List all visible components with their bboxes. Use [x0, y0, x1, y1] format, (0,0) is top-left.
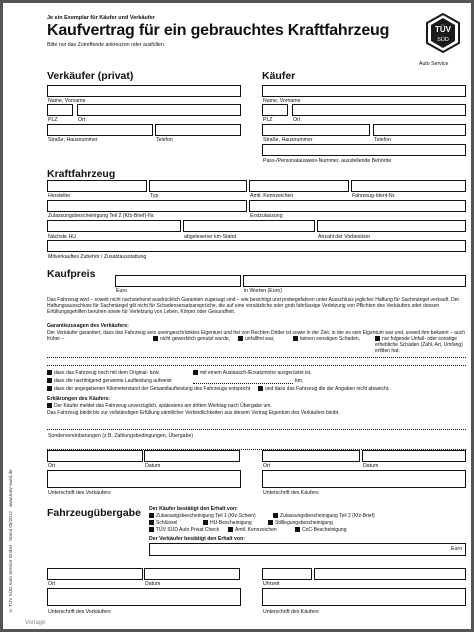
- equipment-field[interactable]: [47, 240, 466, 252]
- handover-item-3-row: [149, 520, 177, 526]
- plate-field[interactable]: [249, 180, 349, 192]
- seller-street-field[interactable]: [47, 124, 153, 136]
- buyer-decl-line2: Das Fahrzeug bleibt bis zur vollständigen Erfüllung sämtlicher Verbindlichkeiten aus diesem Vertrag Eigentum des Verkäufers bleibt.: [47, 410, 340, 416]
- seller-name-label: Name, Vorname: [48, 98, 86, 104]
- side-copyright: © TÜV SÜD Auto Service GmbH · Stand 05/2012 · www.tuev-sued.de: [8, 469, 13, 613]
- ho-seller-sig-label: Unterschrift des Verkäufers: [48, 609, 111, 615]
- buyer-name-field[interactable]: [262, 85, 466, 97]
- opt4-checkbox[interactable]: [375, 336, 380, 341]
- handover-heading: Fahrzeugübergabe: [47, 507, 141, 519]
- km-line[interactable]: [193, 383, 293, 384]
- buyer-ort-field[interactable]: [292, 104, 466, 116]
- handover-item-2-checkbox[interactable]: [273, 513, 278, 518]
- total2-label: und dass das Fahrzeug die der Angaben nicht abweicht.: [265, 386, 390, 392]
- km-row: [47, 378, 172, 384]
- seller-phone-label: Telefon: [156, 137, 173, 143]
- tuev-logo: [424, 13, 462, 57]
- handover-item-4: HU-Bescheinigung: [210, 520, 252, 526]
- buyer-plz-field[interactable]: [262, 104, 288, 116]
- buyer-sign-ort-field[interactable]: [262, 450, 360, 462]
- seller-sign-ort-field[interactable]: [47, 450, 143, 462]
- buyer-phone-field[interactable]: [373, 124, 466, 136]
- equipment-label: Mitverkauftes Zubehör / Zusatzausstattung: [48, 254, 147, 260]
- seller-plz-field[interactable]: [47, 104, 73, 116]
- opt3-label: keinen sonstigen Schaden,: [300, 336, 361, 342]
- seller-received-label: Der Verkäufer bestätigt den Erhalt von:: [149, 536, 245, 542]
- ho-seller-ort-field[interactable]: [47, 568, 143, 580]
- handover-amount-field[interactable]: [149, 543, 466, 556]
- handover-item-2-row: [273, 513, 375, 519]
- type-label: Typ: [150, 193, 159, 199]
- orig2-checkbox[interactable]: [193, 370, 198, 375]
- opt2-checkbox[interactable]: [238, 336, 243, 341]
- buyer-street-label: Straße, Hausnummer: [263, 137, 313, 143]
- handover-item-8-checkbox[interactable]: [295, 527, 300, 532]
- buyer-decl-label: Der Käufer meldet das Fahrzeug unverzüglich, spätestens am dritten Werktag nach Übergabe um.: [54, 403, 272, 409]
- vehicle-heading: Kraftfahrzeug: [47, 168, 116, 180]
- price-field[interactable]: [115, 275, 241, 287]
- buyer-decl-heading: Erklärungen des Käufers:: [47, 396, 111, 402]
- odometer-label: abgelesener km-Stand: [184, 234, 237, 240]
- manufacturer-field[interactable]: [47, 180, 147, 192]
- vin-label: Fahrzeug-Ident-Nr.: [352, 193, 396, 199]
- buyer-sign-date-field[interactable]: [362, 450, 466, 462]
- orig2-label: mit einem Austausch-/Ersatzmotor ausgerüstet ist,: [200, 370, 312, 376]
- special-line-1[interactable]: [47, 429, 466, 430]
- opt4-label: nur folgende Unfall- oder sonstige erhebliche Schäden (Zahl, Art, Umfang) erlitten hat:: [375, 336, 463, 354]
- page-title: Kaufvertrag für ein gebrauchtes Kraftfahrzeug: [47, 22, 390, 39]
- plate-label: Amtl. Kennzeichen: [250, 193, 294, 199]
- price-heading: Kaufpreis: [47, 268, 96, 280]
- copies-note: Je ein Exemplar für Käufer und Verkäufer: [47, 15, 155, 21]
- handover-received-label: Der Käufer bestätigt den Erhalt von:: [149, 506, 238, 512]
- buyer-street-field[interactable]: [262, 124, 370, 136]
- instruction-text: Bitte nur das Zutreffende ankreuzen oder ausfüllen.: [47, 42, 166, 48]
- seller-ort-field[interactable]: [77, 104, 241, 116]
- buyer-decl-row: [47, 403, 272, 409]
- ho-buyer-signature-field[interactable]: [262, 588, 466, 606]
- seller-plz-label: PLZ: [48, 117, 58, 123]
- seller-sign-ort-label: Ort: [48, 463, 56, 469]
- handover-item-6: TÜV SÜD Auto Privat Check: [156, 527, 220, 533]
- ho-ort-label: Ort: [48, 581, 56, 587]
- handover-item-3-checkbox[interactable]: [149, 520, 154, 525]
- buyer-plz-label: PLZ: [263, 117, 273, 123]
- handover-item-6-row: [149, 527, 219, 533]
- opt1-checkbox[interactable]: [153, 336, 158, 341]
- handover-item-7: Amtl. Kennzeichen: [235, 527, 277, 533]
- seller-phone-field[interactable]: [155, 124, 241, 136]
- guarantee-heading: Garantiezusagen des Verkäufers:: [47, 323, 129, 329]
- buyer-sign-date-label: Datum: [363, 463, 379, 469]
- damage-line-2[interactable]: [47, 365, 466, 366]
- guarantee-opt4-row: [375, 336, 465, 354]
- seller-sign-date-label: Datum: [145, 463, 161, 469]
- damage-line-1[interactable]: [47, 357, 466, 358]
- odometer-field[interactable]: [183, 220, 315, 232]
- ho-seller-signature-field[interactable]: [47, 588, 241, 606]
- handover-item-7-checkbox[interactable]: [228, 527, 233, 532]
- opt2-label: unfallfrei war,: [245, 336, 275, 342]
- special-label: Sondervereinbarungen (z.B. Zahlungsbedingungen, Übergabe): [48, 433, 194, 439]
- prev-owners-label: Anzahl der Vorbesitzer: [318, 234, 371, 240]
- handover-item-5-row: [268, 520, 333, 526]
- buyer-id-label: Pass-/Personalausweis-Nummer, ausstellende Behörde: [263, 158, 392, 164]
- guarantee-opt2-row: [238, 336, 274, 342]
- buyer-signature-field[interactable]: [262, 470, 466, 488]
- handover-item-8: CoC-Bescheinigung: [302, 527, 347, 533]
- hu-field[interactable]: [47, 220, 181, 232]
- ho-buyer-time-field[interactable]: [262, 568, 312, 580]
- handover-item-2: Zulassungsbescheinigung Teil 2 (Kfz-Brief): [280, 513, 375, 519]
- handover-item-8-row: [295, 527, 346, 533]
- manufacturer-label: Hersteller: [48, 193, 71, 199]
- registration-field[interactable]: [47, 200, 247, 212]
- ho-seller-date-field[interactable]: [144, 568, 240, 580]
- handover-euro-label: Euro: [451, 546, 462, 552]
- ho-buyer-sig-label: Unterschrift des Käufers: [263, 609, 319, 615]
- buyer-name-label: Name, Vorname: [263, 98, 301, 104]
- buyer-id-field[interactable]: [262, 144, 466, 156]
- orig-row: [47, 370, 160, 376]
- seller-heading: Verkäufer (privat): [47, 70, 134, 82]
- handover-item-1-row: [149, 513, 256, 519]
- first-reg-label: Erstzulassung: [250, 213, 283, 219]
- orig-checkbox[interactable]: [47, 370, 52, 375]
- disclaimer-text: Das Fahrzeug wird – soweit nicht nachstehend ausdrücklich Garantien zugesagt sind – wie besichtigt und probegefahren unter Ausschluss jeglicher Haftung für Sachmängel verkauft. Der Haftungsausschluss für Sachmängel gilt nicht für Schadensersatzansprüche, die auf eine vorsätzliche oder grob fahrlässige Verletzung von Pflichten des Verkäufers oder dessen Erfüllungsgehilfen beruhen sowie für Verletzung von Leben, Körper oder Gesundheit.: [47, 297, 460, 316]
- seller-ort-label: Ort: [78, 117, 86, 123]
- ho-date-label: Datum: [145, 581, 161, 587]
- orig2-row: [193, 370, 311, 376]
- seller-name-field[interactable]: [47, 85, 241, 97]
- seller-sig-label: Unterschrift des Verkäufers: [48, 490, 111, 496]
- prev-owners-field[interactable]: [317, 220, 466, 232]
- ho-buyer-extra-field[interactable]: [314, 568, 466, 580]
- guarantee-opt1-row: [153, 336, 230, 342]
- handover-item-5: Stilllegungsbescheinigung: [275, 520, 333, 526]
- handover-item-7-row: [228, 527, 277, 533]
- seller-signature-field[interactable]: [47, 470, 241, 488]
- buyer-decl-checkbox[interactable]: [47, 403, 52, 408]
- buyer-heading: Käufer: [262, 70, 296, 82]
- buyer-sign-ort-label: Ort: [263, 463, 271, 469]
- handover-item-1-checkbox[interactable]: [149, 513, 154, 518]
- total2-checkbox[interactable]: [258, 386, 263, 391]
- price-words-label: in Worten (Euro): [244, 288, 282, 294]
- handover-item-4-checkbox[interactable]: [203, 520, 208, 525]
- registration-label: Zulassungsbescheinigung Teil 2 (Kfz-Brief)-Nr.: [48, 213, 155, 219]
- handover-item-3: Schlüssel: [156, 520, 178, 526]
- svg-text:SÜD: SÜD: [437, 37, 449, 43]
- hu-label: Nächste HU: [48, 234, 76, 240]
- km-unit: km,: [295, 378, 304, 384]
- first-reg-field[interactable]: [249, 200, 466, 212]
- total-row: [47, 386, 250, 392]
- vin-field[interactable]: [351, 180, 466, 192]
- total-label: dass der angegebenen Kilometerstand der Gesamtlaufleistung des Fahrzeugs entspricht: [54, 386, 251, 392]
- orig-label: dass das Fahrzeug noch mit dem Original- bzw.: [54, 370, 160, 376]
- handover-item-1: Zulassungsbescheinigung Teil 1 (Kfz-Schein): [156, 513, 256, 519]
- type-field[interactable]: [149, 180, 247, 192]
- price-words-field[interactable]: [243, 275, 466, 287]
- buyer-phone-label: Telefon: [374, 137, 391, 143]
- buyer-ort-label: Ort: [293, 117, 301, 123]
- handover-item-4-row: [203, 520, 252, 526]
- guarantee-text: Der Verkäufer garantiert, dass das Fahrzeug sein uneingeschränktes Eigentum und frei von Rechten Dritter ist sowie in der Zeit, in der es sein Eigentum war und, soweit ihm bekannt – auch früher –: [47, 330, 465, 343]
- handover-item-6-checkbox[interactable]: [149, 527, 154, 532]
- seller-street-label: Straße, Hausnummer: [48, 137, 98, 143]
- price-euro-label: Euro: [116, 288, 127, 294]
- opt1-label: nicht gewerblich genutzt wurde,: [160, 336, 231, 342]
- ho-time-label: Uhrzeit: [263, 581, 280, 587]
- buyer-sig-label: Unterschrift des Käufers: [263, 490, 319, 496]
- footer-tag: Vorlage: [25, 620, 46, 626]
- handover-item-5-checkbox[interactable]: [268, 520, 273, 525]
- svg-text:TÜV: TÜV: [435, 25, 451, 34]
- km-label: dass die nachfolgend genannte Laufleistung aufweist: [54, 378, 172, 384]
- total-checkbox[interactable]: [47, 386, 52, 391]
- total2-row: [258, 386, 390, 392]
- seller-sign-date-field[interactable]: [144, 450, 240, 462]
- logo-caption: Auto Service: [419, 61, 449, 67]
- km-checkbox[interactable]: [47, 378, 52, 383]
- guarantee-opt3-row: [293, 336, 360, 342]
- opt3-checkbox[interactable]: [293, 336, 298, 341]
